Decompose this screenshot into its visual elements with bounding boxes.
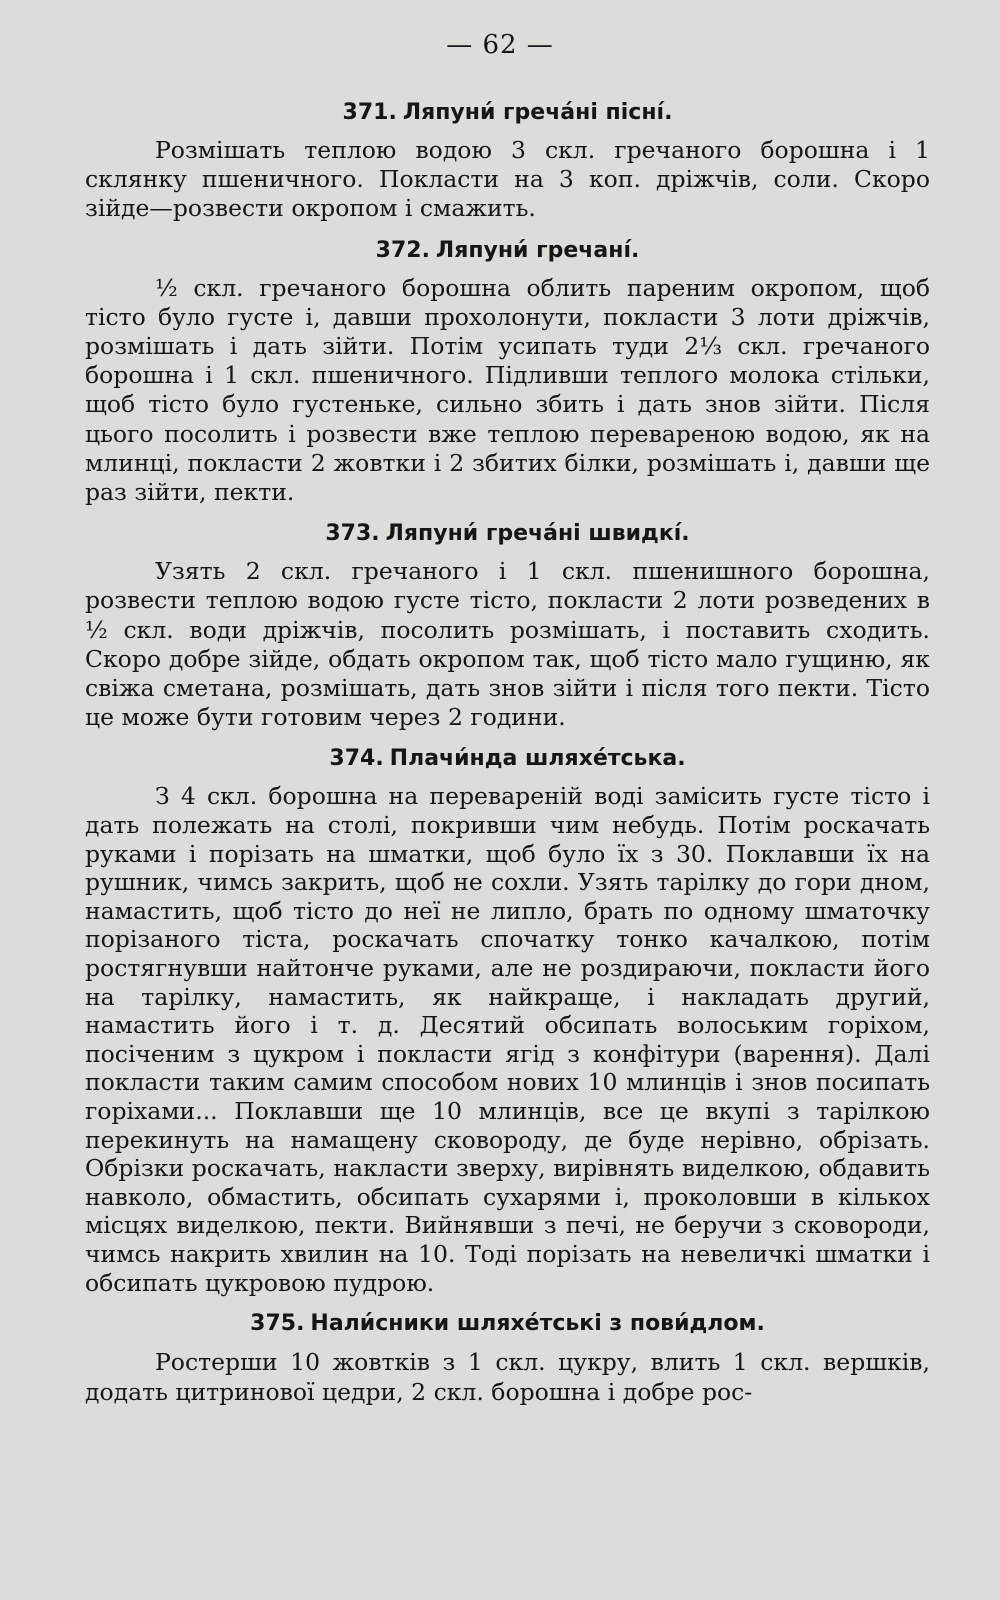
recipe-text: ½ скл. гречаного борошна облить пареним окропом, щоб тісто було густе і, давши прохолонути, покласти 3 лоти дріжчів, розмішать і дать зійти. Потім усипать туди 2⅓ скл. гречаного борошна і 1 скл. пшеничного. Підливши теплого молока стільки, щоб тісто було густеньке, сильно збить і дать знов зійти. Після цього посолить і розвести вже теплою перевареною водою, як на млинці, покласти 2 жовтки і 2 збитих білки, розмішать і, давши ще раз зійти, пекти.	[85, 273, 930, 507]
recipe-number: 371.	[342, 100, 397, 125]
recipe-372	[85, 236, 930, 508]
recipe-371	[85, 98, 930, 224]
recipe-name: Ляпуни́ греча́ні пісні́.	[402, 100, 673, 125]
recipe-text: Узять 2 скл. гречаного і 1 скл. пшенишного борошна, розвести теплою водою густе тісто, покласти 2 лоти розведених в ½ скл. води дріжчів, посолить розмішать, і поставить сходить. Скоро добре зійде, обдать окропом так, щоб тісто мало гущиню, як свіжа сметана, розмішать, дать знов зійти і після того пекти. Тісто це може бути готовим через 2 години.	[85, 557, 930, 732]
recipe-title	[85, 98, 930, 128]
recipe-number: 373.	[325, 521, 380, 547]
recipe-name: Нали́сники шляхе́тські з пови́длом.	[310, 1311, 765, 1337]
recipe-name: Плачи́нда шляхе́тська.	[389, 746, 686, 772]
recipe-number: 372.	[375, 237, 430, 263]
recipe-title	[85, 236, 930, 266]
recipe-title	[85, 519, 930, 549]
recipe-number: 374.	[329, 746, 384, 772]
page-number: — 62 —	[446, 30, 554, 60]
recipe-title	[85, 1309, 930, 1339]
recipe-text: Ростерши 10 жовтків з 1 скл. цукру, влить 1 скл. вершків, додать цитринової цедри, 2 скл. борошна і добре рос-	[85, 1348, 930, 1407]
recipe-name: Ляпуни́ греча́ні швидкі́.	[385, 521, 690, 547]
recipe-name: Ляпуни́ гречані́.	[435, 237, 640, 263]
recipe-number: 375.	[250, 1311, 305, 1337]
recipe-373	[85, 519, 930, 732]
recipe-text: Розмішать теплою водою 3 скл. гречаного борошна і 1 склянку пшеничного. Покласти на 3 коп. дріжчів, соли. Скоро зійде—розвести окропом і смажить.	[85, 136, 930, 223]
recipe-374	[85, 744, 930, 1297]
recipe-text: З 4 скл. борошна на перевареній воді замісить густе тісто і дать полежать на столі, покривши чим небудь. Потім роскачать руками і порізать на шматки, щоб було їх з 30. Поклавши їх на рушник, чимсь закрить, щоб не сохли. Узять тарілку до гори дном, намастить, щоб тісто до неї не липло, брать по одному шматочку порізаного тіста, роскачать спочатку тонко качалкою, потім ростягнувши найтонче руками, але не роздираючи, покласти його на тарілку, намастить, як найкраще, і накладать другий, намастить його і т. д. Десятий обсипать волоським горіхом, посіченим з цукром і покласти ягід з конфітури (варення). Далі покласти таким самим способом нових 10 млинців і знов посипать горіхами... Поклавши ще 10 млинців, все це вкупі з тарілкою перекинуть на намащену сковороду, де буде нерівно, обрізать. Обрізки роскачать, накласти зверху, вирівнять виделкою, обдавить навколо, обмастить, обсипать сухарями і, проколовши в кількох місцях виделкою, пекти. Вийнявши з печі, не беручи з сковороди, чимсь накрить хвилин на 10. Тоді порізать на невеличкі шматки і обсипать цукровою пудрою.	[85, 782, 930, 1297]
page-content	[85, 98, 930, 1419]
recipe-375	[85, 1309, 930, 1407]
recipe-title	[85, 744, 930, 774]
